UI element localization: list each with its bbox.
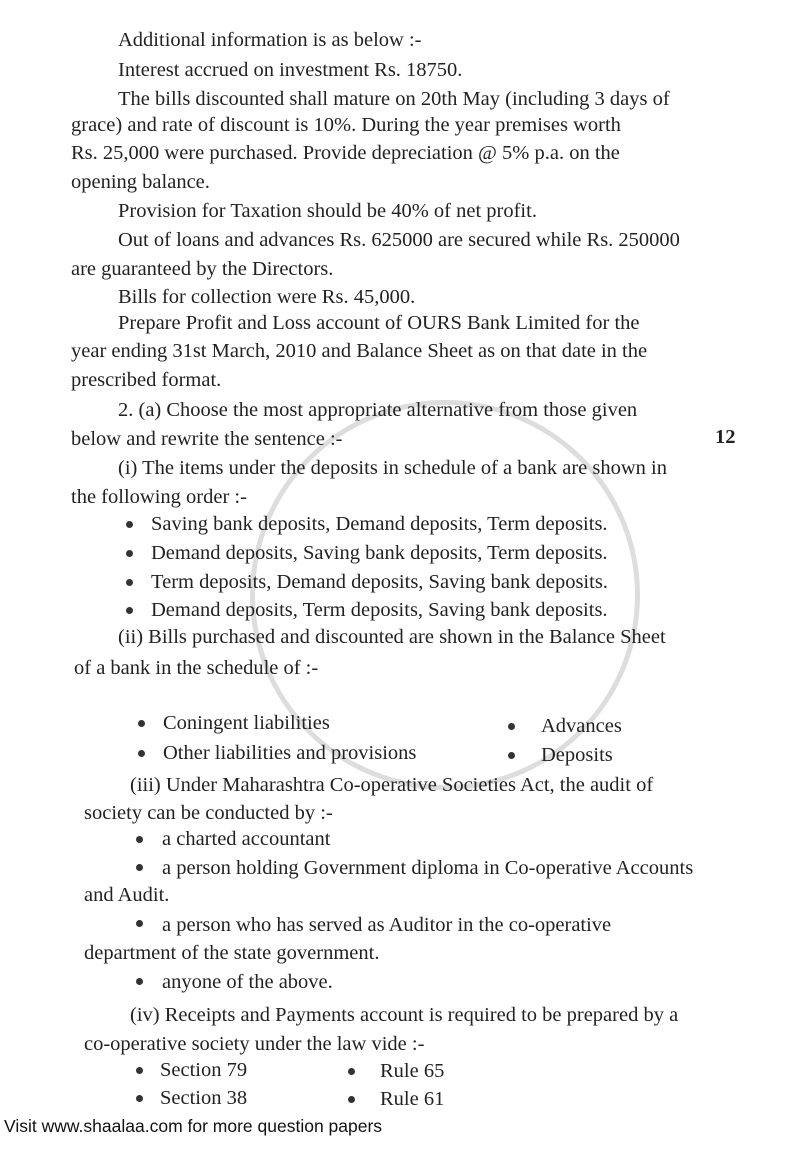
q-iv-text: (iv) Receipts and Payments account is required to be prepared by a — [130, 1004, 679, 1026]
info-heading: Additional information is as below :- — [118, 29, 422, 51]
option: Section 38 — [160, 1087, 248, 1109]
bullet-icon — [136, 920, 143, 927]
option: a person holding Government diploma in Co-operative Accounts — [162, 857, 694, 879]
q2-intro: below and rewrite the sentence :- — [71, 428, 343, 450]
bullet-icon — [136, 836, 143, 843]
bullet-icon — [508, 752, 515, 759]
info-loans-line: Out of loans and advances Rs. 625000 are secured while Rs. 250000 — [118, 229, 680, 251]
info-loans-line: are guaranteed by the Directors. — [71, 258, 334, 280]
bullet-icon — [136, 1095, 143, 1102]
bullet-icon — [126, 550, 133, 557]
q-ii-text: of a bank in the schedule of :- — [74, 657, 319, 679]
bullet-icon — [136, 864, 143, 871]
option: department of the state government. — [84, 942, 380, 964]
bullet-icon — [138, 750, 145, 757]
info-bills-line: opening balance. — [71, 171, 210, 193]
bullet-icon — [126, 607, 133, 614]
prepare-line: prescribed format. — [71, 369, 222, 391]
option: Demand deposits, Term deposits, Saving bank deposits. — [151, 599, 608, 621]
info-tax: Provision for Taxation should be 40% of net profit. — [118, 200, 537, 222]
q-ii-text: (ii) Bills purchased and discounted are shown in the Balance Sheet — [118, 626, 666, 648]
info-bills-line: Rs. 25,000 were purchased. Provide depreciation @ 5% p.a. on the — [71, 142, 620, 164]
q-i-text: the following order :- — [71, 486, 247, 508]
option: Coningent liabilities — [163, 712, 330, 734]
q-iii-text: society can be conducted by :- — [84, 802, 333, 824]
q2-intro: 2. (a) Choose the most appropriate alternative from those given — [118, 399, 638, 421]
option: Section 79 — [160, 1059, 248, 1081]
bullet-icon — [348, 1096, 355, 1103]
option: Rule 65 — [380, 1060, 445, 1082]
info-interest: Interest accrued on investment Rs. 18750. — [118, 59, 463, 81]
bullet-icon — [348, 1068, 355, 1075]
option: Demand deposits, Saving bank deposits, Term deposits. — [151, 542, 608, 564]
q2-marks: 12 — [715, 426, 736, 448]
bullet-icon — [136, 978, 143, 985]
q-iii-text: (iii) Under Maharashtra Co-operative Societies Act, the audit of — [130, 774, 654, 796]
option: Saving bank deposits, Demand deposits, Term deposits. — [151, 513, 608, 535]
bullet-icon — [126, 521, 133, 528]
bullet-icon — [126, 579, 133, 586]
option: and Audit. — [84, 884, 170, 906]
option: a charted accountant — [162, 828, 331, 850]
prepare-line: Prepare Profit and Loss account of OURS Bank Limited for the — [118, 312, 640, 334]
info-bills-line: The bills discounted shall mature on 20th May (including 3 days of — [118, 88, 670, 110]
info-bills-line: grace) and rate of discount is 10%. During the year premises worth — [71, 114, 621, 136]
bullet-icon — [136, 1067, 143, 1074]
q-iv-text: co-operative society under the law vide :- — [84, 1033, 425, 1055]
bullet-icon — [508, 723, 515, 730]
option: Term deposits, Demand deposits, Saving bank deposits. — [151, 571, 608, 593]
bullet-icon — [138, 720, 145, 727]
option: Deposits — [541, 744, 613, 766]
option: a person who has served as Auditor in the co-operative — [162, 914, 612, 936]
option: Advances — [541, 715, 622, 737]
footer-link[interactable]: Visit www.shaalaa.com for more question papers — [4, 1116, 383, 1136]
option: Other liabilities and provisions — [163, 742, 417, 764]
q-i-text: (i) The items under the deposits in schedule of a bank are shown in — [118, 457, 667, 479]
option: anyone of the above. — [162, 971, 333, 993]
option: Rule 61 — [380, 1088, 445, 1110]
info-collection: Bills for collection were Rs. 45,000. — [118, 286, 416, 308]
prepare-line: year ending 31st March, 2010 and Balance Sheet as on that date in the — [71, 340, 648, 362]
